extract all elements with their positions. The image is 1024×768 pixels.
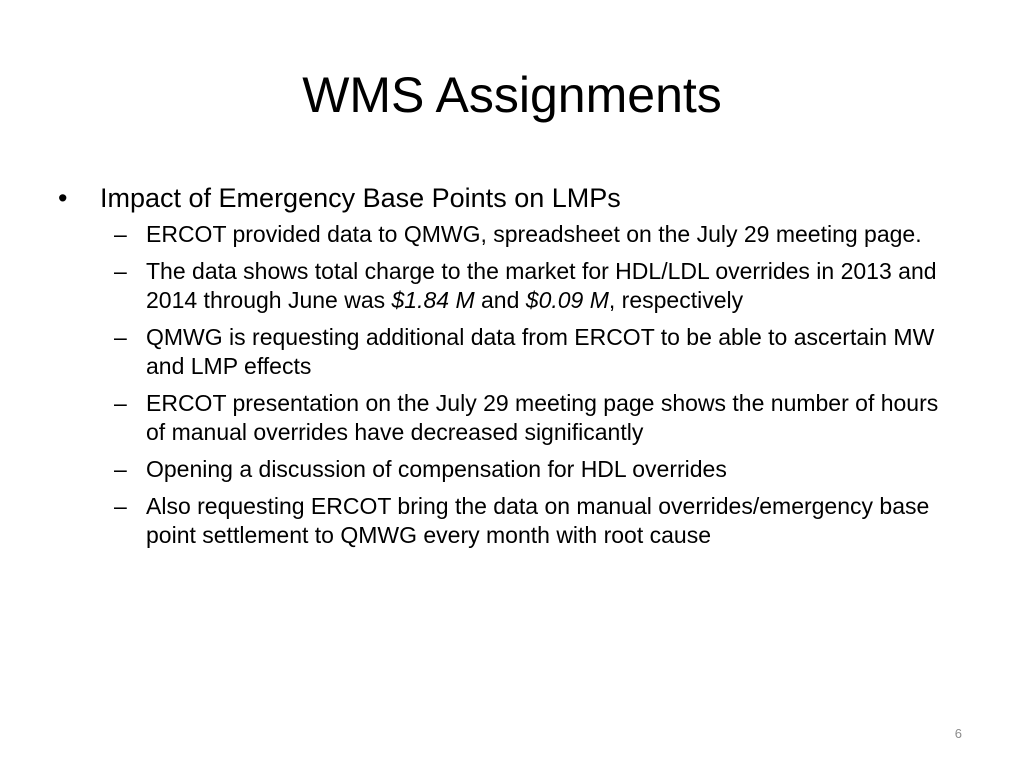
sub-bullet-text: Also requesting ERCOT bring the data on manual overrides/emergency base point settlement to QMWG every month with root cause bbox=[146, 493, 930, 548]
sub-bullet-text: ERCOT provided data to QMWG, spreadsheet on the July 29 meeting page. bbox=[146, 221, 922, 247]
sub-bullet-text: QMWG is requesting additional data from ERCOT to be able to ascertain MW and LMP effects bbox=[146, 324, 935, 379]
sub-bullet-text: ERCOT presentation on the July 29 meeting page shows the number of hours of manual overrides have decreased significantly bbox=[146, 390, 939, 445]
sub-bullet-item bbox=[58, 492, 958, 550]
dash-icon: – bbox=[114, 390, 127, 416]
sub-bullet-text-part: , respectively bbox=[608, 287, 744, 313]
dash-icon: – bbox=[114, 258, 127, 284]
main-bullet-text: Impact of Emergency Base Points on LMPs bbox=[100, 183, 621, 213]
dash-icon: – bbox=[114, 493, 127, 519]
sub-bullet-item bbox=[58, 220, 958, 249]
charge-2013-value: $1.84 M bbox=[391, 287, 475, 313]
slide-title: WMS Assignments bbox=[302, 67, 722, 123]
dash-icon: – bbox=[114, 221, 127, 247]
sub-bullet-item bbox=[58, 257, 958, 315]
sub-bullet-list bbox=[58, 220, 958, 550]
bullet-icon: • bbox=[58, 183, 68, 213]
sub-bullet-text-part: The data shows total charge to the market for HDL/LDL overrides in 2013 and 2014 through June was bbox=[146, 258, 937, 313]
dash-icon: – bbox=[114, 324, 127, 350]
sub-bullet-text: Opening a discussion of compensation for HDL overrides bbox=[146, 456, 727, 482]
sub-bullet-item bbox=[58, 323, 958, 381]
sub-bullet-item bbox=[58, 455, 958, 484]
dash-icon: – bbox=[114, 456, 127, 482]
charge-2014-value: $0.09 M bbox=[525, 287, 609, 313]
slide-content bbox=[58, 180, 958, 558]
main-bullet-item bbox=[58, 180, 958, 216]
page-number: 6 bbox=[954, 726, 962, 741]
sub-bullet-item bbox=[58, 389, 958, 447]
sub-bullet-text-part: and bbox=[474, 287, 526, 313]
